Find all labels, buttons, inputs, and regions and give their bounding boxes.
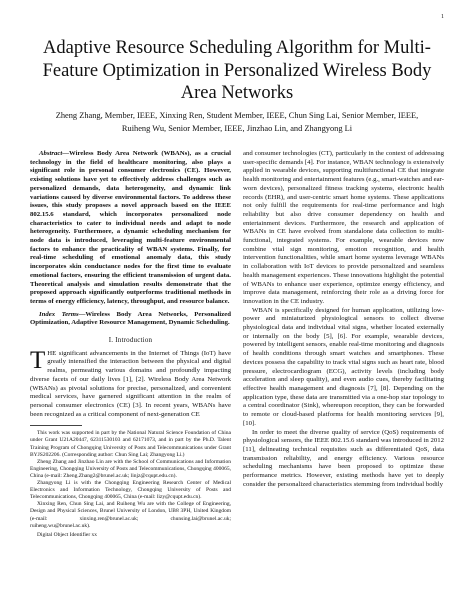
paper-title: Adaptive Resource Scheduling Algorithm for Multi-Feature Optimization in Personalized Wireless Body Area Networks xyxy=(42,38,432,103)
abstract-text: —Wireless Body Area Network (WBANs), as a crucial technology in the field of healthcare monitoring, also plays a significant role in personal consumer electronics (CE). However, existing solutions have yet to effectively address challenges such as personalized demands, data heterogeneity, and dynamic link variations caused by diverse environmental factors. To address these issues, this study proposes a novel approach based on the IEEE 802.15.6 standard, which incorporates personalized node characteristics to cater to individual needs and adapt to node heterogeneity. Furthermore, a dynamic scheduling mechanism for node data is introduced, leveraging multi-feature environmental factors to enhance the practicality of WBAN systems. Finally, for real-time scheduling of emotional anomaly data, this study incorporates skin conductance nodes for the first time to evaluate emotional factors, ensuring the efficient transmission of urgent data. Theoretical analysis and simulation results demonstrate that the proposed approach significantly outperforms traditional methods in terms of energy efficiency, latency, throughput, and resource balance. xyxy=(30,150,231,305)
section-heading: I. Introduction xyxy=(108,336,153,345)
index-terms-label: Index Terms xyxy=(39,310,79,318)
left-column xyxy=(30,150,231,539)
introduction-text: HE significant advancements in the Internet of Things (IoT) have greatly intensified the interaction between the physical and digital realms, permeating various domains and profoundly impacting diverse facets of our daily lives [1], [2]. Wireless Body Area Network (WBANs) as pivotal solutions for precise, personalized, and convenient medical services, have garnered significant attention in the realm of personal consumer electronics (CE) [3]. In recent years, WBANs have been recognized as a critical component of next-generation CE xyxy=(30,349,231,418)
abstract xyxy=(30,150,231,307)
drop-cap: T xyxy=(30,346,46,374)
body-paragraph-2: WBAN is specifically designed for human application, utilizing low-power and miniaturized physiological sensors to collect diverse physiological data and individual vital signs, whether located externally or internally on the body [5], [6]. For example, wearable devices, powered by intelligent sensors, enable real-time monitoring and diagnosis of health conditions through smart watches and smartphones. These devices possess the capability to track vital signs such as heart rate, blood pressure, electrocardiogram (ECG), activity levels (including body acceleration and sleep quality), and even audio cues, thereby facilitating effective health management and diagnosis [7], [8]. Depending on the application type, these data are transmitted via a one-hop star topology to a central coordinator (Sink), whereupon reception, they can be forwarded to remote or cloud-based platforms for health monitoring services [9], [10]. xyxy=(243,306,444,427)
footnote-funding: This work was supported in part by the National Natural Science Foundation of China under Grant U21A20447, 62311530103 and 62171073, and in part by the Ph.D. Talent Training Program of Chongqing University of Posts and Telecommunications under Grant BYJS202206. (Corresponding author: Chun Sing Lai; Zhangyong Li.) xyxy=(30,430,231,458)
body-paragraph-3: In order to meet the diverse quality of service (QoS) requirements of physiological sensors, the IEEE 802.15.6 standard was introduced in 2012 [11], delineating technical requisites such as differentiated QoS, data transmission reliability, and energy efficiency. Various resource scheduling mechanisms have been proposed to optimize these performance metrics. However, existing methods have yet to deeply consider the personalized characteristics stemming from individual bodily xyxy=(243,428,444,488)
authors-line-2: Ruiheng Wu, Senior Member, IEEE, Jinzhao Lin, and Zhangyong Li xyxy=(121,124,353,133)
abstract-label: Abstract xyxy=(39,150,63,157)
authors-line-1: Zheng Zhang, Member, IEEE, Xinxing Ren, Student Member, IEEE, Chun Sing Lai, Senior Member, IEEE, xyxy=(55,111,419,120)
body-paragraph-1: and consumer technologies (CT), particularly in the context of addressing user-specific demands [4]. For instance, WBAN technology is extensively applied in wearable devices, supporting multifunctional CE that integrate health monitoring and entertainment features (e.g., smart-watches and ear-worn devices), personalized fitness tracking systems, electronic health records (EHR), and user-centric smart home systems. These applications not only fulfill the requirements for real-time performance and high reliability but also drive consumer dependency on health and entertainment devices. Furthermore, the research and application of WBANs in CE have evolved from standalone data collection to multi-functional, integrated systems. For example, wearable devices now combine vital sign monitoring, emotion recognition, and health intervention functionalities, while smart home systems leverage WBANs in collaboration with IoT devices to provide personalized and seamless health management experiences. These innovations highlight the potential of WBANs to enhance user experience, optimize energy efficiency, and improve data management, reinforcing their role as a driving force for innovation in the CE industry. xyxy=(243,150,444,305)
index-terms-text: —Wireless Body Area Networks, Personalized Optimization, Adaptive Resource Management, Dynamic Scheduling. xyxy=(30,310,231,327)
doi-line: Digital Object Identifier xx xyxy=(37,531,98,538)
footnote-affiliation-2: Zhangyong Li is with the Chongqing Engineering Research Center of Medical Electronics and Information Technology, Chongqing University of Posts and Telecommunications, Chongqing 400065, China (e-mail: lizy@cqupt.edu.cn). xyxy=(30,480,231,501)
page-number: 1 xyxy=(441,14,444,20)
footnote-affiliation-3: Xinxing Ren, Chun Sing Lai, and Ruiheng Wu are with the College of Engineering, Design and Physical Sciences, Brunel University of London, UB8 3PH, United Kingdom (e-mail: xinxing.ren@brunel.ac.uk; chunsing.lai@brunel.ac.uk; ruiheng.wu@brunel.ac.uk). xyxy=(30,501,231,529)
footnote-divider xyxy=(30,425,82,426)
introduction-paragraph xyxy=(30,346,231,420)
footnotes xyxy=(30,430,231,538)
footnote-affiliation-1: Zheng Zhang and Jinzhao Lin are with the School of Communications and Information Engineering, Chongqing University of Posts and Telecommunications, Chongqing 400065, China (e-mail: Zheng.Zhang2@brunel.ac.uk; linjz@cqupt.edu.cn). xyxy=(30,458,231,479)
index-terms xyxy=(30,311,231,328)
right-column xyxy=(243,150,444,489)
author-list xyxy=(30,109,444,135)
